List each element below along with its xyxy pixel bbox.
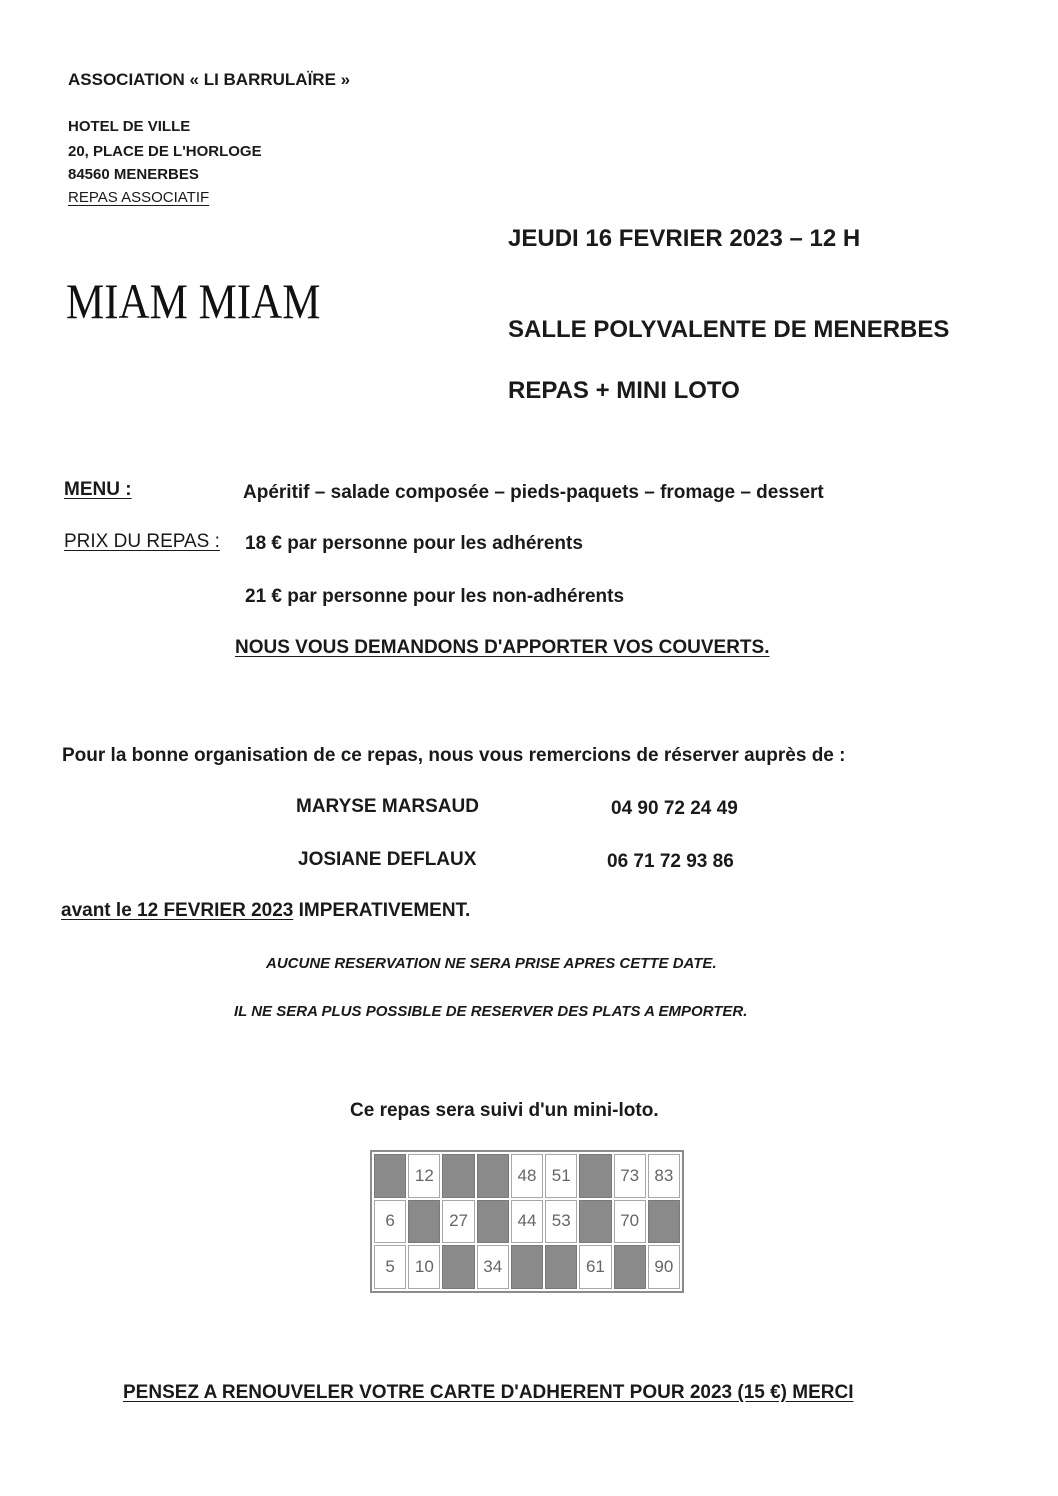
price-non-members: 21 € par personne pour les non-adhérents [245,586,625,607]
association-name: ASSOCIATION « LI BARRULAÏRE » [68,70,351,89]
loto-cell [511,1245,543,1289]
contact-name-1: MARYSE MARSAUD [296,796,479,817]
loto-cell [442,1154,474,1198]
miam-miam-logo: MIAM MIAM [66,273,321,329]
loto-cell: 48 [511,1154,543,1198]
menu-items: Apéritif – salade composée – pieds-paquets – fromage – dessert [243,482,824,503]
cutlery-note: NOUS VOUS DEMANDONS D'APPORTER VOS COUVERTS. [235,637,770,658]
contact-phone-1: 04 90 72 24 49 [611,798,738,819]
reservation-intro: Pour la bonne organisation de ce repas, nous vous remercions de réserver auprès de : [62,745,846,766]
event-program: REPAS + MINI LOTO [508,377,740,404]
menu-label: MENU : [64,479,132,500]
address-line-3: 84560 MENERBES [68,166,199,183]
loto-cell: 61 [579,1245,611,1289]
loto-card [370,1150,684,1293]
loto-cell [579,1200,611,1244]
loto-cell [374,1154,406,1198]
loto-cell: 6 [374,1200,406,1244]
price-members: 18 € par personne pour les adhérents [245,533,583,554]
loto-cell: 51 [545,1154,577,1198]
reservation-note-2: IL NE SERA PLUS POSSIBLE DE RESERVER DES PLATS A EMPORTER. [234,1003,748,1020]
loto-cell [579,1154,611,1198]
loto-cell: 5 [374,1245,406,1289]
contact-phone-2: 06 71 72 93 86 [607,851,734,872]
contact-name-2: JOSIANE DEFLAUX [298,849,477,870]
loto-cell: 70 [614,1200,646,1244]
loto-cell: 90 [648,1245,680,1289]
footer-membership-reminder: PENSEZ A RENOUVELER VOTRE CARTE D'ADHERENT POUR 2023 (15 €) MERCI [123,1382,854,1403]
loto-cell [477,1154,509,1198]
loto-cell: 10 [408,1245,440,1289]
deadline-rest: IMPERATIVEMENT. [293,900,471,921]
loto-cell: 44 [511,1200,543,1244]
loto-cell [614,1245,646,1289]
loto-cell: 34 [477,1245,509,1289]
loto-cell: 53 [545,1200,577,1244]
loto-cell [545,1245,577,1289]
loto-cell [408,1200,440,1244]
loto-cell: 27 [442,1200,474,1244]
address-line-1: HOTEL DE VILLE [68,118,191,135]
loto-cell: 73 [614,1154,646,1198]
deadline-line [61,900,470,922]
reservation-note-1: AUCUNE RESERVATION NE SERA PRISE APRES CETTE DATE. [266,955,717,972]
loto-caption: Ce repas sera suivi d'un mini-loto. [350,1100,659,1121]
loto-cell [648,1200,680,1244]
loto-cell: 83 [648,1154,680,1198]
event-venue: SALLE POLYVALENTE DE MENERBES [508,316,950,343]
address-line-2: 20, PLACE DE L'HORLOGE [68,143,262,160]
deadline-date: avant le 12 FEVRIER 2023 [61,900,294,921]
repas-associatif-label: REPAS ASSOCIATIF [68,189,210,206]
loto-cell [442,1245,474,1289]
loto-cell: 12 [408,1154,440,1198]
price-label: PRIX DU REPAS : [64,531,220,552]
event-date: JEUDI 16 FEVRIER 2023 – 12 H [508,225,861,252]
loto-cell [477,1200,509,1244]
